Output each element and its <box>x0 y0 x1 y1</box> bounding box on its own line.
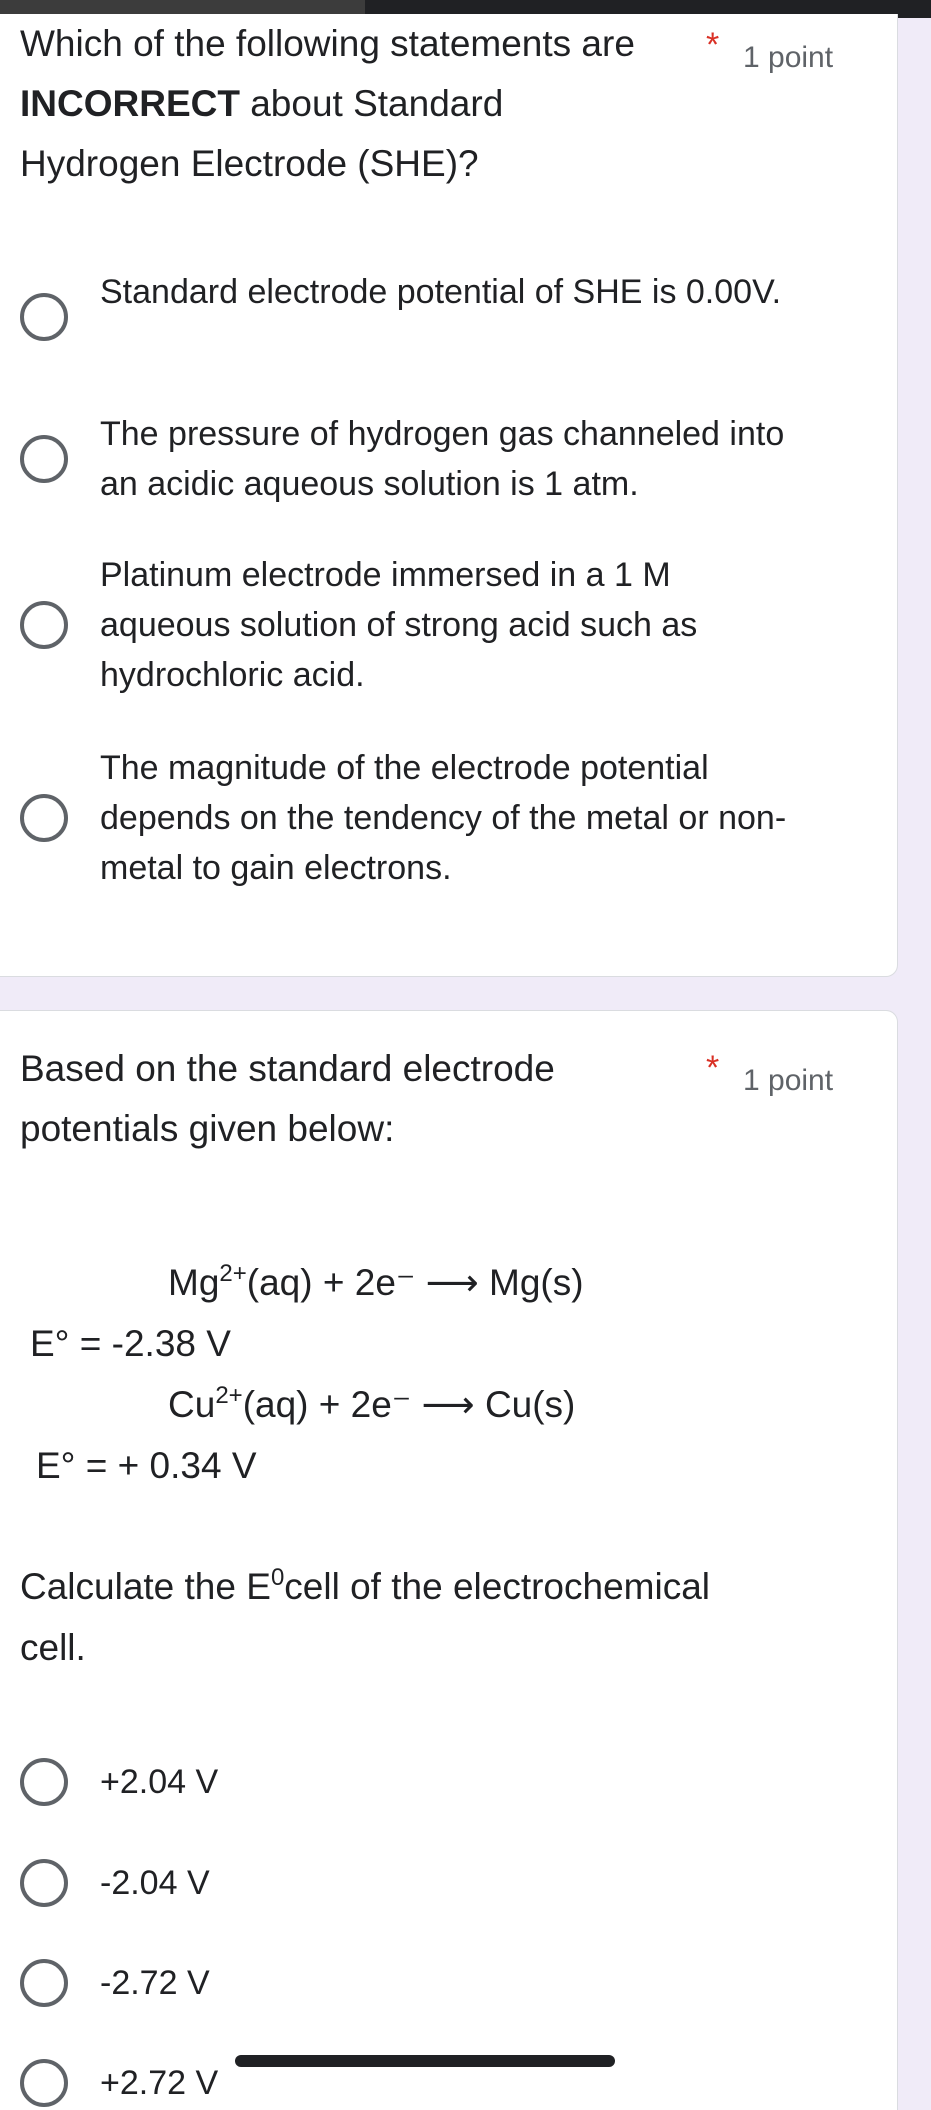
question-card-1 <box>0 14 898 977</box>
question-title-emphasis: INCORRECT <box>20 83 240 124</box>
reaction-equation-2 <box>168 1383 575 1427</box>
calc-text-end: cell of the electrochemical cell. <box>20 1566 710 1668</box>
reaction-potential-2: E° = + 0.34 V <box>36 1445 257 1486</box>
question-title: Based on the standard electrode potentials given below: <box>20 1048 555 1149</box>
reaction-equation-1 <box>168 1261 584 1305</box>
reaction-species: Mg <box>168 1262 220 1303</box>
radio-circle-icon[interactable] <box>20 1859 68 1907</box>
radio-option[interactable] <box>0 1847 898 1919</box>
calc-superscript: 0 <box>270 1564 285 1591</box>
radio-circle-icon[interactable] <box>20 601 68 649</box>
reaction-potential-1: E° = -2.38 V <box>30 1323 231 1364</box>
required-asterisk: * <box>706 26 720 64</box>
radio-option[interactable] <box>0 409 898 509</box>
radio-circle-icon[interactable] <box>20 1959 68 2007</box>
option-label: -2.04 V <box>100 1864 210 1902</box>
reaction-species: Cu <box>168 1384 216 1425</box>
option-label: Platinum electrode immersed in a 1 M aqueous solution of strong acid such as hydrochloric acid. <box>100 556 698 694</box>
required-asterisk: * <box>706 1049 720 1087</box>
question-card-2 <box>0 1010 898 2110</box>
question-header <box>0 14 897 194</box>
calc-text: Calculate the E <box>20 1566 271 1607</box>
option-label: +2.72 V <box>100 2064 219 2102</box>
question-title-text-end: about Standard Hydrogen Electrode (SHE)? <box>20 83 504 184</box>
radio-option[interactable] <box>0 1746 898 1818</box>
points-label: 1 point <box>743 41 834 74</box>
reaction-charge: 2+ <box>215 1382 243 1409</box>
option-label: -2.72 V <box>100 1964 210 2002</box>
radio-circle-icon[interactable] <box>20 1758 68 1806</box>
question-header <box>0 1011 897 1159</box>
option-label: The pressure of hydrogen gas channeled into an acidic aqueous solution is 1 atm. <box>100 415 785 503</box>
calculation-prompt <box>20 1556 720 1678</box>
points-label: 1 point <box>743 1064 834 1097</box>
question-title <box>20 14 670 194</box>
question-title-text: Which of the following statements are <box>20 23 635 64</box>
reaction-rest: (aq) + 2e⁻ ⟶ Cu(s) <box>242 1384 576 1425</box>
radio-circle-icon[interactable] <box>20 2059 68 2107</box>
reaction-charge: 2+ <box>219 1260 247 1287</box>
option-label: The magnitude of the electrode potential depends on the tendency of the metal or non-metal to gain electrons. <box>100 749 787 887</box>
radio-option[interactable] <box>0 267 898 367</box>
option-label: +2.04 V <box>100 1763 219 1801</box>
reaction-rest: (aq) + 2e⁻ ⟶ Mg(s) <box>246 1262 584 1303</box>
home-indicator-bar[interactable] <box>235 2055 615 2067</box>
radio-option[interactable] <box>0 743 898 893</box>
radio-option[interactable] <box>0 550 898 700</box>
radio-circle-icon[interactable] <box>20 435 68 483</box>
radio-circle-icon[interactable] <box>20 794 68 842</box>
radio-circle-icon[interactable] <box>20 293 68 341</box>
option-label: Standard electrode potential of SHE is 0.00V. <box>100 273 782 311</box>
radio-option[interactable] <box>0 1947 898 2019</box>
